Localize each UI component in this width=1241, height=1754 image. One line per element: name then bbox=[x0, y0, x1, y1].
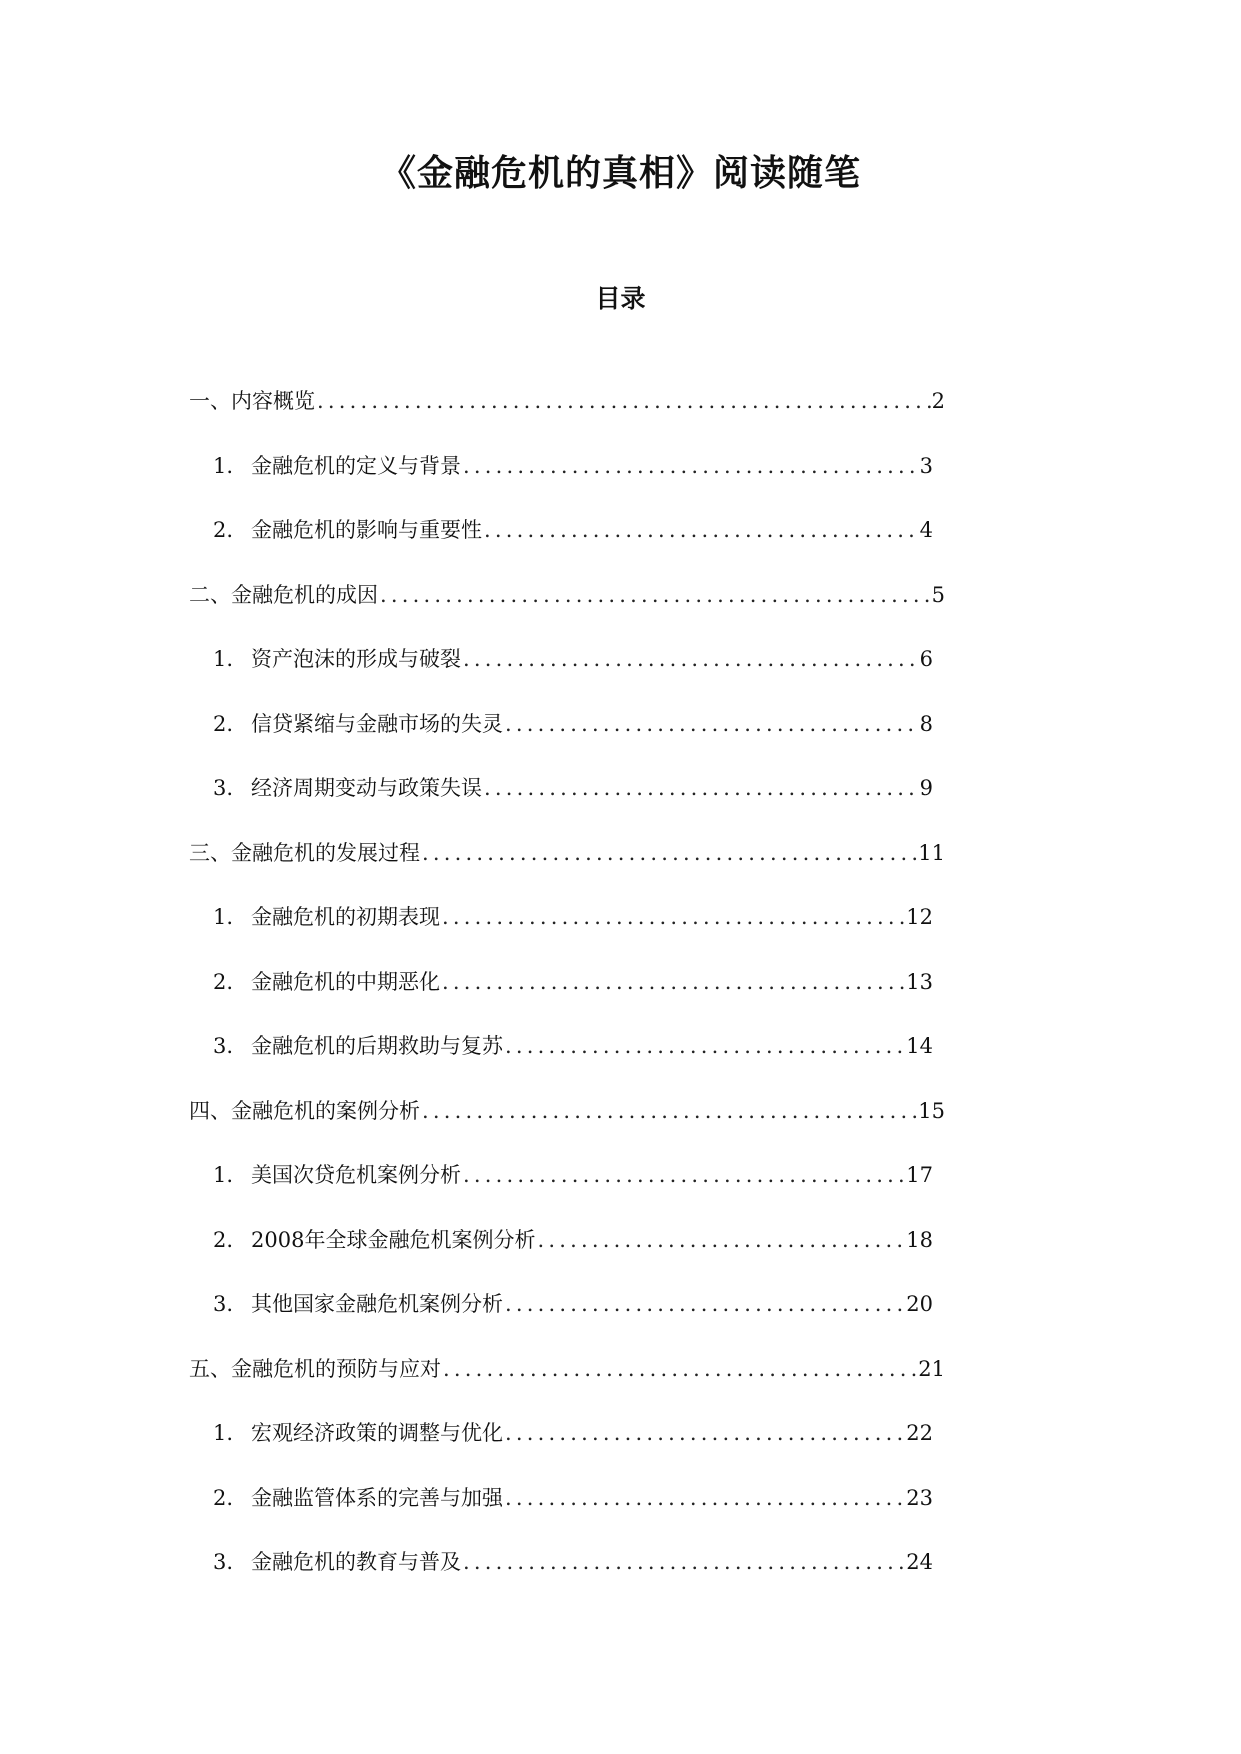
toc-dot-leader bbox=[440, 965, 906, 999]
toc-entry-number: 3. bbox=[213, 1550, 234, 1574]
toc-entry-title: 2008年全球金融危机案例分析 bbox=[251, 1227, 536, 1252]
toc-page-number: 22 bbox=[906, 1421, 933, 1445]
toc-entry-number: 2. bbox=[213, 1485, 234, 1510]
toc-entry-title: 三、金融危机的发展过程 bbox=[189, 840, 420, 865]
toc-page-number: 5 bbox=[931, 582, 945, 607]
toc-page-number: 3 bbox=[919, 453, 933, 478]
toc-dot-leader bbox=[420, 836, 918, 870]
toc-entry-number: 1. bbox=[213, 453, 234, 478]
toc-entry-title: 金融危机的定义与背景 bbox=[251, 453, 461, 478]
toc-subsection-entry[interactable] bbox=[213, 642, 933, 707]
toc-entry-number: 3. bbox=[213, 1292, 234, 1316]
toc-entry-number: 3. bbox=[213, 776, 234, 800]
toc-dot-leader bbox=[441, 1352, 918, 1386]
toc-page-number: 21 bbox=[918, 1356, 945, 1381]
toc-dot-leader bbox=[378, 578, 932, 612]
toc-page-number: 13 bbox=[906, 969, 933, 994]
toc-page-number: 23 bbox=[906, 1485, 933, 1510]
toc-dot-leader bbox=[461, 449, 920, 483]
toc-section-entry[interactable] bbox=[189, 578, 945, 643]
toc-page-number: 9 bbox=[919, 776, 933, 800]
toc-entry-number: 2. bbox=[213, 518, 234, 542]
toc-dot-leader bbox=[482, 513, 920, 547]
toc-entry-title: 金融危机的教育与普及 bbox=[251, 1550, 461, 1574]
toc-dot-leader bbox=[503, 1287, 906, 1321]
toc-page-number: 2 bbox=[931, 389, 945, 413]
toc-entry-title: 一、内容概览 bbox=[189, 389, 315, 413]
toc-subsection-entry[interactable] bbox=[213, 1029, 933, 1094]
toc-entry-title: 二、金融危机的成因 bbox=[189, 582, 378, 607]
toc-section-entry[interactable] bbox=[189, 1094, 945, 1159]
toc-page-number: 4 bbox=[919, 518, 933, 542]
toc-subsection-entry[interactable] bbox=[213, 965, 933, 1030]
toc-entry-number: 1. bbox=[213, 1421, 234, 1445]
toc-dot-leader bbox=[461, 642, 920, 676]
toc-page-number: 18 bbox=[906, 1227, 933, 1252]
toc-subsection-entry[interactable] bbox=[213, 449, 933, 514]
toc-dot-leader bbox=[535, 1223, 906, 1257]
toc-entry-number: 2. bbox=[213, 1227, 234, 1252]
toc-subsection-entry[interactable] bbox=[213, 900, 933, 965]
toc-dot-leader bbox=[461, 1545, 906, 1579]
toc-page-number: 11 bbox=[918, 840, 945, 865]
toc-dot-leader bbox=[503, 1481, 906, 1515]
toc-entry-title: 其他国家金融危机案例分析 bbox=[251, 1292, 503, 1316]
toc-page-number: 12 bbox=[906, 905, 933, 929]
toc-heading: 目录 bbox=[595, 284, 646, 313]
toc-entry-title: 金融危机的中期恶化 bbox=[251, 969, 440, 994]
toc-entry-title: 四、金融危机的案例分析 bbox=[189, 1098, 420, 1123]
toc-entry-title: 五、金融危机的预防与应对 bbox=[189, 1356, 441, 1381]
toc-dot-leader bbox=[503, 1029, 906, 1063]
table-of-contents bbox=[0, 384, 1241, 1610]
toc-entry-title: 金融危机的初期表现 bbox=[251, 905, 440, 929]
toc-subsection-entry[interactable] bbox=[213, 1287, 933, 1352]
toc-entry-title: 金融监管体系的完善与加强 bbox=[251, 1485, 503, 1510]
toc-section-entry[interactable] bbox=[189, 836, 945, 901]
toc-page-number: 17 bbox=[906, 1163, 933, 1187]
toc-entry-number: 1. bbox=[213, 647, 234, 671]
toc-entry-title: 宏观经济政策的调整与优化 bbox=[251, 1421, 503, 1445]
toc-section-entry[interactable] bbox=[189, 384, 945, 449]
toc-section-entry[interactable] bbox=[189, 1352, 945, 1417]
toc-subsection-entry[interactable] bbox=[213, 1223, 933, 1288]
toc-entry-title: 金融危机的影响与重要性 bbox=[251, 518, 482, 542]
toc-entry-number: 1. bbox=[213, 905, 234, 929]
toc-subsection-entry[interactable] bbox=[213, 1158, 933, 1223]
toc-page-number: 14 bbox=[906, 1034, 933, 1058]
toc-entry-title: 金融危机的后期救助与复苏 bbox=[251, 1034, 503, 1058]
toc-dot-leader bbox=[482, 771, 920, 805]
toc-dot-leader bbox=[461, 1158, 906, 1192]
toc-dot-leader bbox=[440, 900, 906, 934]
toc-entry-number: 3. bbox=[213, 1034, 234, 1058]
toc-dot-leader bbox=[503, 707, 920, 741]
toc-page-number: 24 bbox=[906, 1550, 933, 1574]
toc-entry-title: 经济周期变动与政策失误 bbox=[251, 776, 482, 800]
toc-dot-leader bbox=[503, 1416, 906, 1450]
toc-subsection-entry[interactable] bbox=[213, 513, 933, 578]
toc-subsection-entry[interactable] bbox=[213, 1416, 933, 1481]
toc-entry-number: 2. bbox=[213, 969, 234, 994]
toc-subsection-entry[interactable] bbox=[213, 1545, 933, 1610]
toc-dot-leader bbox=[420, 1094, 918, 1128]
toc-entry-number: 2. bbox=[213, 711, 234, 736]
toc-entry-title: 资产泡沫的形成与破裂 bbox=[251, 647, 461, 671]
toc-page-number: 6 bbox=[919, 647, 933, 671]
toc-page-number: 8 bbox=[919, 711, 933, 736]
document-title: 《金融危机的真相》阅读随笔 bbox=[379, 153, 861, 194]
toc-entry-number: 1. bbox=[213, 1163, 234, 1187]
toc-entry-title: 美国次贷危机案例分析 bbox=[251, 1163, 461, 1187]
toc-subsection-entry[interactable] bbox=[213, 707, 933, 772]
toc-subsection-entry[interactable] bbox=[213, 1481, 933, 1546]
toc-page-number: 20 bbox=[906, 1292, 933, 1316]
toc-entry-title: 信贷紧缩与金融市场的失灵 bbox=[251, 711, 503, 736]
toc-subsection-entry[interactable] bbox=[213, 771, 933, 836]
toc-page-number: 15 bbox=[918, 1098, 945, 1123]
toc-dot-leader bbox=[315, 384, 932, 418]
